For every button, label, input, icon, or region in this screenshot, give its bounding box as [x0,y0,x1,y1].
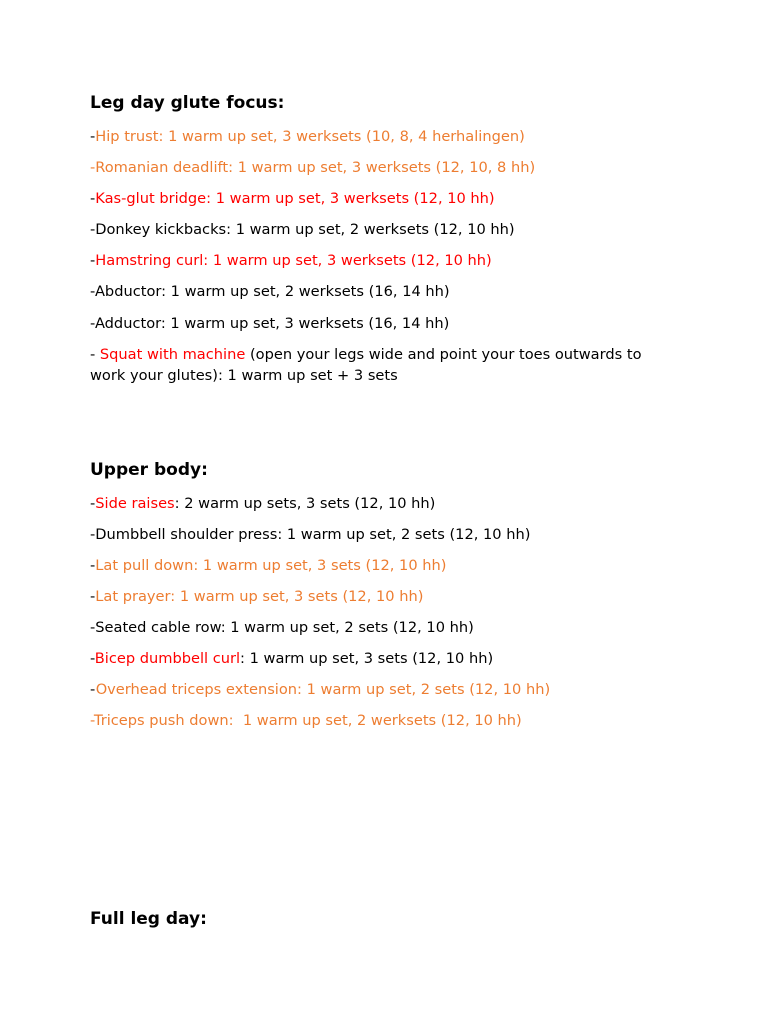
leg-item-donkey-kickbacks [90,219,680,240]
item-highlight: Hamstring curl: 1 warm up set, 3 werksets (12, 10 hh) [95,252,492,269]
upper-item-triceps-push-down [90,710,680,731]
item-text: -Seated cable row: 1 warm up set, 2 sets (12, 10 hh) [90,619,474,636]
item-highlight: -Triceps push down: 1 warm up set, 2 werksets (12, 10 hh) [90,712,522,729]
item-prefix: - [90,346,100,363]
leg-item-squat-machine [90,344,675,386]
item-highlight: Squat with machine [99,346,246,363]
upper-item-shoulder-press [90,524,680,545]
item-highlight: Lat pull down: 1 warm up set, 3 sets (12, 10 hh) [95,557,447,574]
item-prefix: - [90,557,96,574]
leg-item-kas-glut-bridge [90,188,680,209]
leg-item-abductor [90,281,680,302]
item-highlight: -Romanian deadlift: 1 warm up set, 3 werksets (12, 10, 8 hh) [90,159,536,176]
item-highlight: Bicep dumbbell curl [94,650,241,667]
item-prefix: - [90,650,95,667]
item-highlight: Lat prayer: 1 warm up set, 3 sets (12, 10 hh) [95,588,424,605]
upper-item-lat-pull-down [90,555,680,576]
upper-item-seated-cable-row [90,617,680,638]
upper-item-side-raises [90,493,680,514]
leg-item-hamstring-curl [90,250,680,271]
item-prefix: - [90,588,96,605]
leg-item-hip-trust [90,126,680,147]
item-prefix: - [90,128,96,145]
item-prefix: - [90,252,96,269]
item-highlight: Hip trust: 1 warm up set, 3 werksets (10, 8, 4 herhalingen) [95,128,525,145]
item-text: -Adductor: 1 warm up set, 3 werksets (16, 14 hh) [90,315,450,332]
item-highlight: Side raises [95,495,175,512]
item-rest: : 1 warm up set, 3 sets (12, 10 hh) [240,650,494,667]
item-prefix: - [90,190,96,207]
item-text: -Donkey kickbacks: 1 warm up set, 2 werksets (12, 10 hh) [90,221,515,238]
item-rest: : 2 warm up sets, 3 sets (12, 10 hh) [174,495,436,512]
full-leg-day-heading: Full leg day: [90,909,207,929]
upper-body-heading: Upper body: [90,460,208,480]
upper-item-bicep-curl [90,648,680,669]
upper-item-overhead-triceps [90,679,680,700]
item-highlight: Kas-glut bridge: 1 warm up set, 3 werksets (12, 10 hh) [95,190,495,207]
item-prefix: - [90,495,96,512]
item-rest: (open your legs wide and point your toes outwards to work your glutes): 1 warm up set + 3 sets [90,346,642,384]
item-text: -Dumbbell shoulder press: 1 warm up set, 2 sets (12, 10 hh) [90,526,531,543]
item-text: -Abductor: 1 warm up set, 2 werksets (16, 14 hh) [90,283,450,300]
leg-item-adductor [90,313,680,334]
item-prefix: - [90,681,96,698]
leg-day-heading: Leg day glute focus: [90,93,285,113]
item-highlight: Overhead triceps extension: 1 warm up set, 2 sets (12, 10 hh) [95,681,551,698]
upper-item-lat-prayer [90,586,680,607]
leg-item-romanian-deadlift [90,157,680,178]
